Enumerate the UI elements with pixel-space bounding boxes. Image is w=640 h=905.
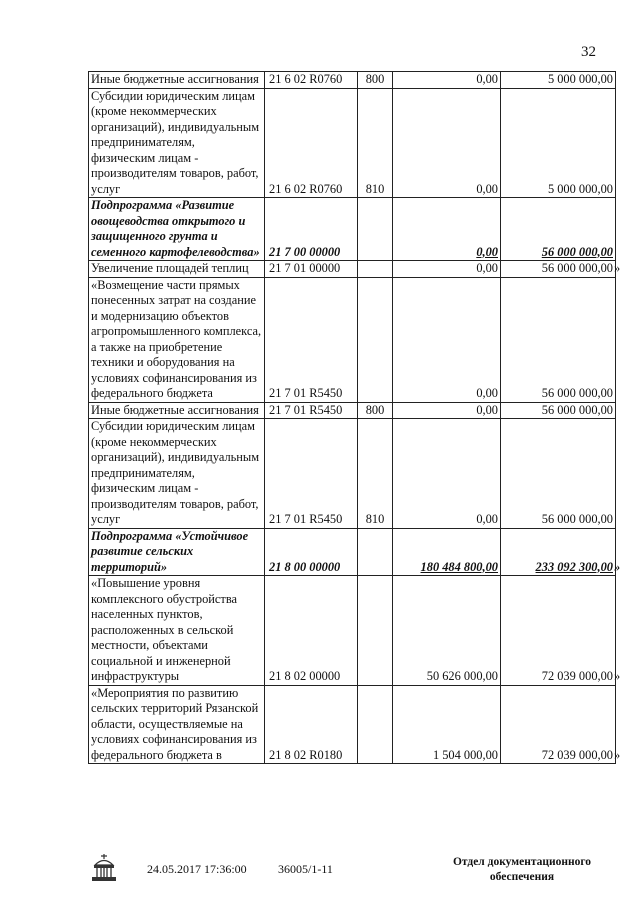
row-expense-type xyxy=(358,198,393,261)
row-expense-type: 810 xyxy=(358,419,393,529)
row-amount-2: 5 000 000,00 xyxy=(501,88,616,198)
row-name: «Мероприятия по развитию сельских территорий Рязанской области, осуществляемые на условиях софинансирования из федерального бюджета в xyxy=(89,685,265,764)
row-amount-2: 72 039 000,00 » xyxy=(501,576,616,686)
row-amount-1: 0,00 xyxy=(393,277,501,402)
row-expense-type xyxy=(358,685,393,764)
footer-department: Отдел документационного обеспечения xyxy=(452,856,592,883)
row-expense-type xyxy=(358,277,393,402)
row-name: «Возмещение части прямых понесенных затрат на создание и модернизацию объектов агропромышленного комплекса, а также на приобретение техники и оборудования на условиях софинансирования из федерального бюджета xyxy=(89,277,265,402)
row-closing-quote: » xyxy=(614,747,621,762)
row-code: 21 7 01 00000 xyxy=(265,261,358,278)
row-code: 21 8 02 00000 xyxy=(265,576,358,686)
row-expense-type: 810 xyxy=(358,88,393,198)
row-amount-2: 72 039 000,00 » xyxy=(501,685,616,764)
row-name: Увеличение площадей теплиц xyxy=(89,261,265,278)
row-name: Подпрограмма «Устойчивое развитие сельских территорий» xyxy=(89,528,265,576)
table-row xyxy=(89,277,616,402)
row-name: Подпрограмма «Развитие овощеводства открытого и защищенного грунта и семенного картофелеводства» xyxy=(89,198,265,261)
row-expense-type xyxy=(358,261,393,278)
row-amount-1: 0,00 xyxy=(393,419,501,529)
table-row xyxy=(89,419,616,529)
row-amount-1: 0,00 xyxy=(393,198,501,261)
row-name: Субсидии юридическим лицам (кроме некоммерческих организаций), индивидуальным предпринимателям, физическим лицам - производителям товаров, работ, услуг xyxy=(89,88,265,198)
row-code: 21 8 02 R0180 xyxy=(265,685,358,764)
row-name: Субсидии юридическим лицам (кроме некоммерческих организаций), индивидуальным предпринимателям, физическим лицам - производителям товаров, работ, услуг xyxy=(89,419,265,529)
page-number: 32 xyxy=(581,44,596,60)
row-amount-1: 0,00 xyxy=(393,261,501,278)
row-amount-1: 0,00 xyxy=(393,402,501,419)
row-amount-2: 5 000 000,00 xyxy=(501,72,616,89)
row-code: 21 6 02 R0760 xyxy=(265,88,358,198)
row-amount-2: 233 092 300,00 » xyxy=(501,528,616,576)
row-code: 21 6 02 R0760 xyxy=(265,72,358,89)
table-row xyxy=(89,402,616,419)
row-expense-type xyxy=(358,576,393,686)
row-amount-2: 56 000 000,00 xyxy=(501,277,616,402)
row-expense-type xyxy=(358,528,393,576)
row-code: 21 7 01 R5450 xyxy=(265,277,358,402)
row-amount-2: 56 000 000,00 » xyxy=(501,261,616,278)
row-amount-2: 56 000 000,00 xyxy=(501,419,616,529)
table-row xyxy=(89,88,616,198)
footer-timestamp: 24.05.2017 17:36:00 xyxy=(147,862,247,876)
table-row xyxy=(89,261,616,278)
duma-emblem-icon xyxy=(90,853,118,883)
row-amount-1: 0,00 xyxy=(393,72,501,89)
row-code: 21 8 00 00000 xyxy=(265,528,358,576)
budget-table xyxy=(88,71,621,764)
footer-doc-number: 36005/1-11 xyxy=(278,862,333,876)
row-name: Иные бюджетные ассигнования xyxy=(89,72,265,89)
row-name: Иные бюджетные ассигнования xyxy=(89,402,265,419)
row-amount-1: 50 626 000,00 xyxy=(393,576,501,686)
row-code: 21 7 01 R5450 xyxy=(265,402,358,419)
row-amount-2: 56 000 000,00 xyxy=(501,402,616,419)
table-row xyxy=(89,685,616,764)
table-row xyxy=(89,198,616,261)
table-row xyxy=(89,576,616,686)
row-expense-type: 800 xyxy=(358,402,393,419)
row-closing-quote: » xyxy=(614,559,621,574)
row-amount-2: 56 000 000,00 xyxy=(501,198,616,261)
row-amount-1: 1 504 000,00 xyxy=(393,685,501,764)
row-closing-quote: » xyxy=(614,261,621,275)
row-amount-1: 180 484 800,00 xyxy=(393,528,501,576)
row-code: 21 7 00 00000 xyxy=(265,198,358,261)
table-row xyxy=(89,528,616,576)
row-expense-type: 800 xyxy=(358,72,393,89)
row-name: «Повышение уровня комплексного обустройства населенных пунктов, расположенных в сельской местности, объектами социальной и инженерной инфраструктуры xyxy=(89,576,265,686)
table-row xyxy=(89,72,616,89)
row-code: 21 7 01 R5450 xyxy=(265,419,358,529)
row-amount-1: 0,00 xyxy=(393,88,501,198)
row-closing-quote: » xyxy=(614,669,621,683)
